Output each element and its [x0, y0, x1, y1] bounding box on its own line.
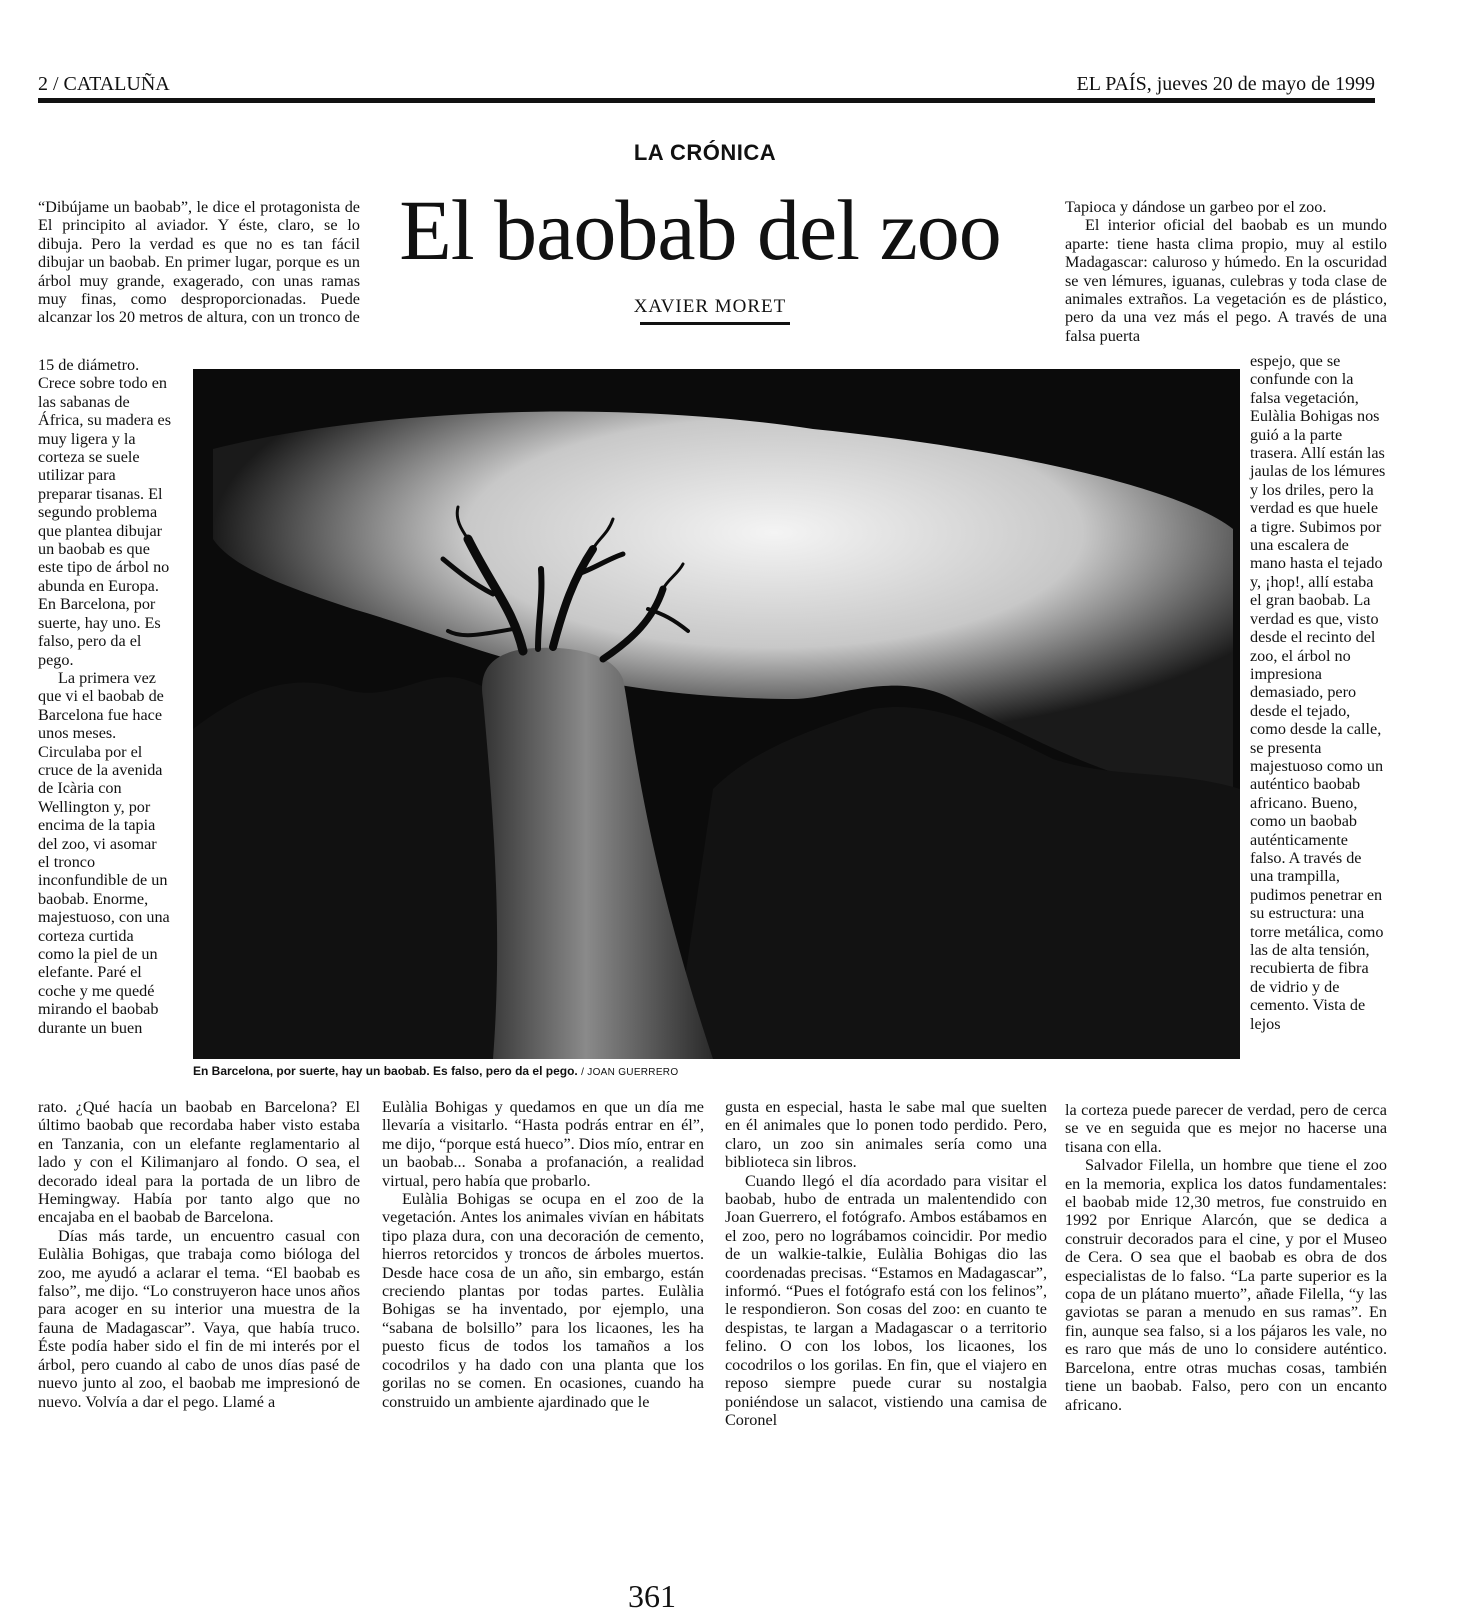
section-label: 2 / CATALUÑA	[38, 73, 170, 95]
section-kicker: LA CRÓNICA	[633, 140, 777, 165]
paragraph: Tapioca y dándose un garbeo por el zoo.	[1065, 198, 1327, 216]
byline-rule	[640, 322, 790, 325]
column-4-top	[1065, 198, 1387, 345]
baobab-photo	[193, 369, 1240, 1059]
page-number: 361	[628, 1578, 676, 1614]
column-1-bottom	[38, 1098, 360, 1411]
caption-text: En Barcelona, por suerte, hay un baobab. Es falso, pero da el pego.	[193, 1064, 578, 1078]
column-1-top	[38, 198, 360, 327]
paragraph: El interior oficial del baobab es un mundo aparte: tiene hasta clima propio, muy al estilo Madagascar: caluroso y húmedo. En la oscuridad se ven lémures, iguanas, culebras y toda clase de animales extraños. La vegetación es de plástico, pero da una vez más el pego. A través de una falsa puerta	[1065, 216, 1387, 345]
column-3	[725, 1098, 1047, 1429]
column-2	[382, 1098, 704, 1411]
publication-date: EL PAÍS, jueves 20 de mayo de 1999	[1076, 73, 1375, 95]
paragraph: Salvador Filella, un hombre que tiene el zoo en la memoria, explica los datos fundamentales: el baobab mide 12,30 metros, fue construido en 1992 por Enrique Alarcón, que se dedica a construir decorados para el cine, y por el Museo de Cera. O sea que el baobab es obra de dos especialistas de lo falso. “La parte superior es la copa de un plátano muerto”, añade Filella, “y las gaviotas se paran a menudo en sus ramas”. En fin, aunque sea falso, si a los pájaros les vale, no es raro que más de uno lo considere auténtico. Barcelona, entre otras muchas cosas, también tiene un baobab. Falso, pero con un encanto africano.	[1065, 1156, 1387, 1414]
paragraph: Cuando llegó el día acordado para visitar el baobab, hubo de entrada un malentendido con Joan Guerrero, el fotógrafo. Ambos estábamos en el zoo, pero no lográbamos coincidir. Por medio de un walkie-talkie, Eulàlia Bohigas dio las coordenadas precisas. “Estamos en Madagascar”, informó. “Pues el fotógrafo está con los felinos”, le respondieron. Son cosas del zoo: en cuanto te despistas, te largan a Madagascar o a territorio felino. O con los lobos, los licaones, los cocodrilos o los gorilas. En fin, que el viajero en reposo siempre puede curar su nostalgia poniéndose un salacot, vistiendo una camisa de Coronel	[725, 1171, 1047, 1429]
header-rule	[38, 98, 1375, 103]
photo-caption	[193, 1064, 678, 1078]
paragraph: rato. ¿Qué hacía un baobab en Barcelona? El último baobab que recordaba haber visto estaba en Tanzania, con un elefante reglamentario al lado y con el Kilimanjaro al fondo. O sea, el decorado ideal para la portada de un libro de Hemingway. Había por tanto algo que no encajaba en el baobab de Barcelona.	[38, 1098, 360, 1227]
photo-credit: / JOAN GUERRERO	[581, 1067, 679, 1078]
column-1-wrap	[38, 356, 172, 1037]
column-4-wrap	[1250, 352, 1387, 1033]
paragraph: La primera vez que vi el baobab de Barcelona fue hace unos meses. Circulaba por el cruce de la avenida de Icària con Wellington y, por encima de la tapia del zoo, vi asomar el tronco inconfundible de un baobab. Enorme, majestuoso, con una corteza curtida como la piel de un elefante. Paré el coche y me quedé mirando el baobab durante un buen	[38, 668, 170, 1037]
paragraph: “Dibújame un baobab”, le dice el protagonista de El principito al aviador. Y éste, claro, se lo dibuja. Pero la verdad es que no es tan fácil dibujar un baobab. En primer lugar, porque es un árbol muy grande, exagerado, con unas ramas muy finas, como desproporcionadas. Puede alcanzar los 20 metros de altura, con un tronco de	[38, 198, 360, 327]
baobab-tree-image	[193, 369, 1240, 1059]
paragraph: Eulàlia Bohigas y quedamos en que un día me llevaría a visitarlo. “Hasta podrás entrar en él”, me dijo, “porque está hueco”. Dios mío, entrar en un baobab... Sonaba a profanación, a realidad virtual, pero había que probarlo.	[382, 1098, 704, 1190]
paragraph: Eulàlia Bohigas se ocupa en el zoo de la vegetación. Antes los animales vivían en hábitats tipo plaza dura, con una decoración de cemento, hierros retorcidos y troncos de árboles muertos. Desde hace cosa de un año, sin embargo, están creciendo plantas por todas partes. Eulàlia Bohigas se ha inventado, por ejemplo, una “sabana de bolsillo” para los licaones, les ha puesto ficus de todos los tamaños a los cocodrilos y ha dado con una planta que los gorilas no se comen. En ocasiones, cuando ha construido un ambiente ajardinado que le	[382, 1190, 704, 1411]
paragraph: Días más tarde, un encuentro casual con Eulàlia Bohigas, que trabaja como bióloga del zoo, me ayudó a aclarar el tema. “El baobab es falso”, me dijo. “Lo construyeron hace unos años para acoger en su interior una muestra de la fauna de Madagascar”. Vaya, que había truco. Éste podía haber sido el fin de mi interés por el árbol, pero cuando al cabo de unos días pasé de nuevo junto al zoo, el baobab me impresionó de nuevo. Volvía a dar el pego. Llamé a	[38, 1226, 360, 1411]
paragraph: espejo, que se confunde con la falsa vegetación, Eulàlia Bohigas nos guió a la parte trasera. Allí están las jaulas de los lémures y los driles, pero la verdad es que huele a tigre. Subimos por una escalera de mano hasta el tejado y, ¡hop!, allí estaba el gran baobab. La verdad es que, visto desde el recinto del zoo, el árbol no impresiona demasiado, pero desde el tejado, como desde la calle, se presenta majestuoso como un auténtico baobab africano. Bueno, como un baobab auténticamente falso. A través de una trampilla, pudimos penetrar en su estructura: una torre metálica, como las de alta tensión, recubierta de fibra de vidrio y de cemento. Vista de lejos	[1250, 352, 1386, 1033]
column-4-bottom	[1065, 1101, 1387, 1414]
article-byline: XAVIER MORET	[633, 296, 787, 317]
article-headline: El baobab del zoo	[399, 182, 1001, 278]
paragraph: 15 de diámetro. Crece sobre todo en las sabanas de África, su madera es muy ligera y la corteza se suele utilizar para preparar tisanas. El segundo problema que plantea dibujar un baobab es que este tipo de árbol no abunda en Europa. En Barcelona, por suerte, hay uno. Es falso, pero da el pego.	[38, 356, 172, 669]
paragraph: gusta en especial, hasta le sabe mal que suelten en él animales que lo ponen todo perdido. Pero, claro, un zoo sin animales sería como una biblioteca sin libros.	[725, 1098, 1047, 1172]
paragraph: la corteza puede parecer de verdad, pero de cerca se ve en seguida que es mejor no hacerse una tisana con ella.	[1065, 1101, 1387, 1156]
